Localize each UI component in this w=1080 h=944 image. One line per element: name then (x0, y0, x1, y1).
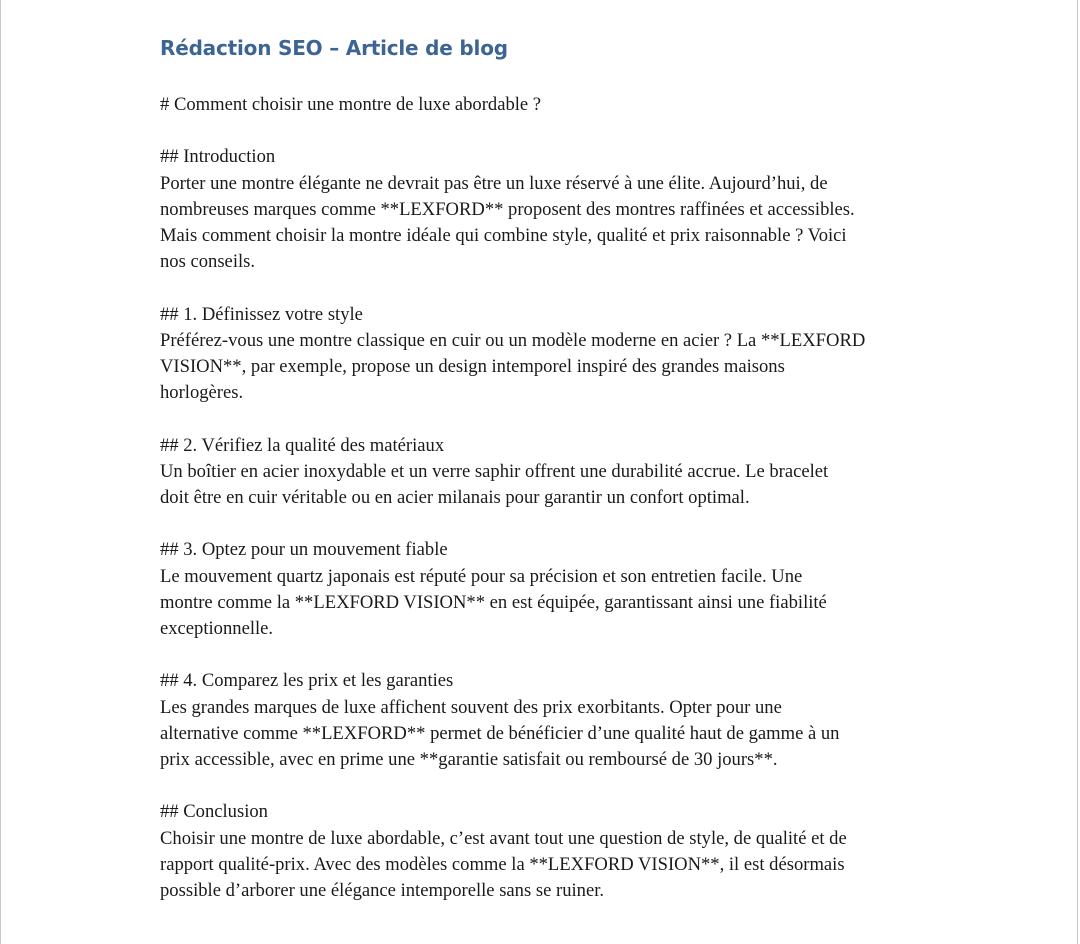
section-body: Porter une montre élégante ne devrait pas être un luxe réservé à une élite. Aujourd’hui, de nombreuses marques comme **LEXFORD** proposent des montres raffinées et accessibles. Mais comment choisir la montre idéale qui combine style, qualité et prix raisonnable ? Voici nos conseils. (160, 172, 855, 273)
document-heading: Rédaction SEO – Article de blog (160, 36, 508, 60)
document-body (160, 32, 940, 904)
paragraph-spacer (160, 511, 940, 537)
section-heading: ## 4. Comparez les prix et les garanties (160, 670, 454, 692)
section-body: Préférez-vous une montre classique en cuir ou un modèle moderne en acier ? La **LEXFORD VISION**, par exemple, propose un design intemporel inspiré des grandes maisons horlogères. (160, 329, 866, 404)
section-body: Les grandes marques de luxe affichent souvent des prix exorbitants. Opter pour une alternative comme **LEXFORD** permet de bénéficier d’une qualité haut de gamme à un prix accessible, avec en prime une **garantie satisfait ou remboursé de 30 jours**. (160, 696, 840, 770)
section-heading: ## Conclusion (160, 801, 268, 823)
section-materials (160, 433, 940, 512)
section-movement (160, 537, 940, 642)
paragraph-spacer (160, 118, 940, 144)
section-heading: ## 3. Optez pour un mouvement fiable (160, 539, 448, 561)
section-body: Choisir une montre de luxe abordable, c’est avant tout une question de style, de qualité et de rapport qualité-prix. Avec des modèles comme la **LEXFORD VISION**, il est désormais possible d’arborer une élégance intemporelle sans se ruiner. (160, 827, 847, 901)
section-body: Un boîtier en acier inoxydable et un verre saphir offrent une durabilité accrue. Le bracelet doit être en cuir véritable ou en acier milanais pour garantir un confort optimal. (160, 460, 829, 508)
section-heading: ## 2. Vérifiez la qualité des matériaux (160, 434, 445, 456)
section-body: Le mouvement quartz japonais est réputé pour sa précision et son entretien facile. Une montre comme la **LEXFORD VISION** en est équipée, garantissant ainsi une fiabilité exceptionnelle. (160, 565, 827, 639)
section-introduction (160, 144, 940, 275)
paragraph-spacer (160, 406, 940, 432)
section-heading: ## 1. Définissez votre style (160, 303, 363, 325)
paragraph-spacer (160, 642, 940, 668)
paragraph-spacer (160, 275, 940, 301)
paragraph-spacer (160, 773, 940, 799)
article-title-line: # Comment choisir une montre de luxe abordable ? (160, 94, 542, 115)
section-heading: ## Introduction (160, 146, 276, 168)
section-style (160, 302, 940, 407)
section-prices (160, 668, 940, 773)
section-conclusion (160, 799, 940, 904)
